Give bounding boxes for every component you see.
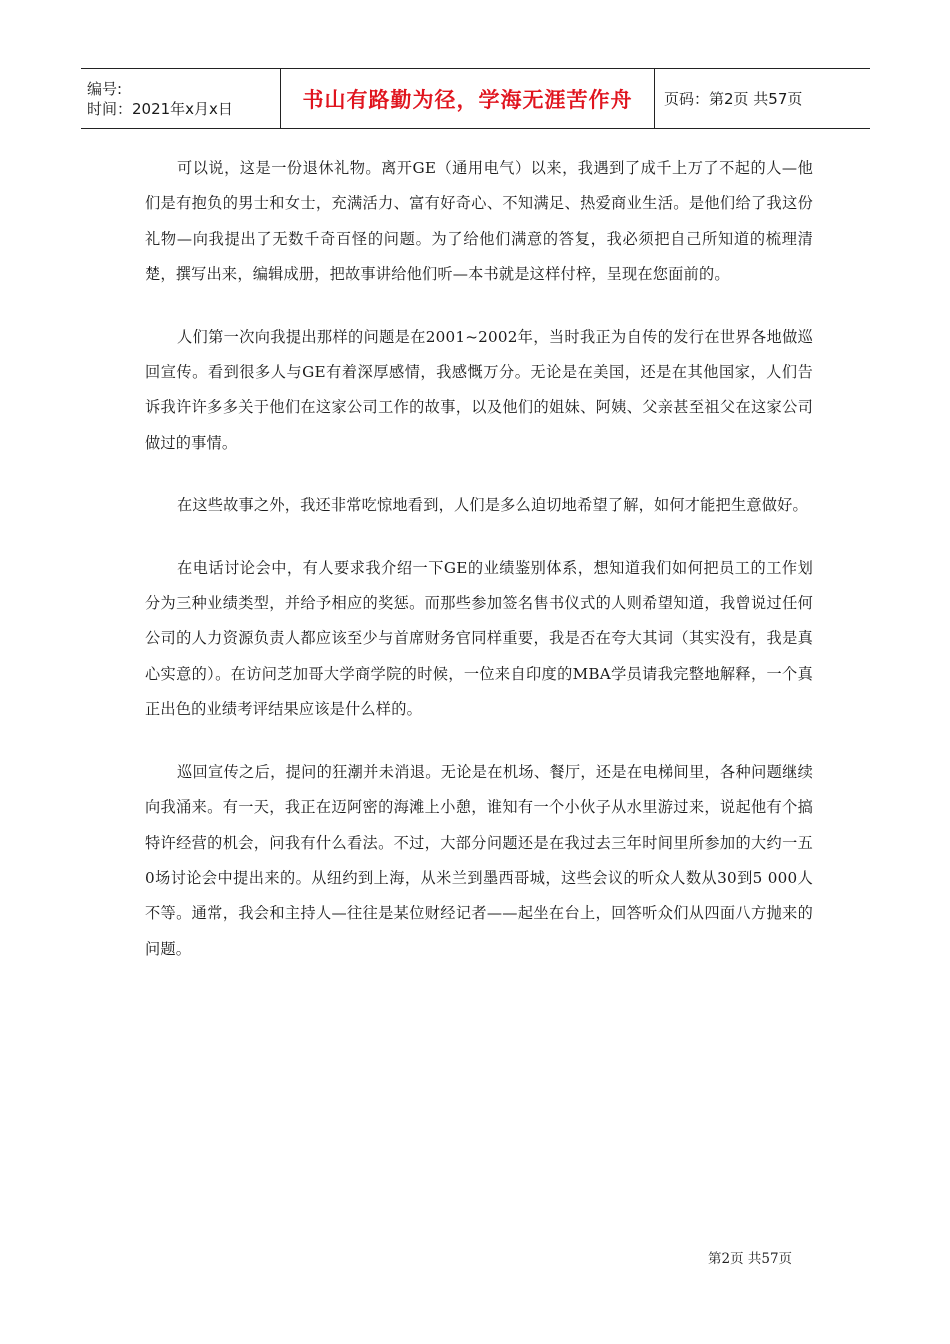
- body-paragraph: 人们第一次向我提出那样的问题是在2001~2002年，当时我正为自传的发行在世界各地做巡回宣传。看到很多人与GE有着深厚感情，我感慨万分。无论是在美国，还是在其他国家，人们告诉我许许多多关于他们在这家公司工作的故事，以及他们的姐妹、阿姨、父亲甚至祖父在这家公司做过的事情。: [145, 327, 813, 452]
- header-motto: 书山有路勤为径，学海无涯苦作舟: [302, 87, 633, 112]
- document-header: [81, 68, 870, 129]
- footer-page-number: 第2页 共57页: [708, 1251, 793, 1267]
- header-motto-cell: [281, 69, 655, 128]
- header-page-cell: [655, 69, 870, 128]
- body-paragraph: 在电话讨论会中，有人要求我介绍一下GE的业绩鉴别体系，想知道我们如何把员工的工作划分为三种业绩类型，并给予相应的奖惩。而那些参加签名售书仪式的人则希望知道，我曾说过任何公司的人力资源负责人都应该至少与首席财务官同样重要，我是否在夸大其词（其实没有，我是真心实意的）。在访问芝加哥大学商学院的时候，一位来自印度的MBA学员请我完整地解释，一个真正出色的业绩考评结果应该是什么样的。: [145, 558, 813, 719]
- body-paragraph: 可以说，这是一份退休礼物。离开GE（通用电气）以来，我遇到了成千上万了不起的人—他们是有抱负的男士和女士，充满活力、富有好奇心、不知满足、热爱商业生活。是他们给了我这份礼物—向我提出了无数千奇百怪的问题。为了给他们满意的答复，我必须把自己所知道的梳理清楚，撰写出来，编辑成册，把故事讲给他们听—本书就是这样付梓，呈现在您面前的。: [145, 159, 813, 284]
- body-paragraph: 巡回宣传之后，提问的狂潮并未消退。无论是在机场、餐厅，还是在电梯间里，各种问题继续向我涌来。有一天，我正在迈阿密的海滩上小憩，谁知有一个小伙子从水里游过来，说起他有个搞特许经营的机会，问我有什么看法。不过，大部分问题还是在我过去三年时间里所参加的大约一五0场讨论会中提出来的。从纽约到上海，从米兰到墨西哥城，这些会议的听众人数从30到5 000人不等。通常，我会和主持人—往往是某位财经记者——起坐在台上，回答听众们从四面八方抛来的问题。: [145, 762, 813, 958]
- header-meta-cell: [81, 69, 281, 128]
- document-time-label: 时间：2021年x月x日: [87, 99, 233, 118]
- body-paragraph: 在这些故事之外，我还非常吃惊地看到，人们是多么迫切地希望了解，如何才能把生意做好。: [177, 496, 808, 515]
- document-body: [145, 151, 813, 994]
- header-page-number: 页码：第2页 共57页: [664, 90, 803, 108]
- document-number-label: 编号:: [87, 79, 123, 98]
